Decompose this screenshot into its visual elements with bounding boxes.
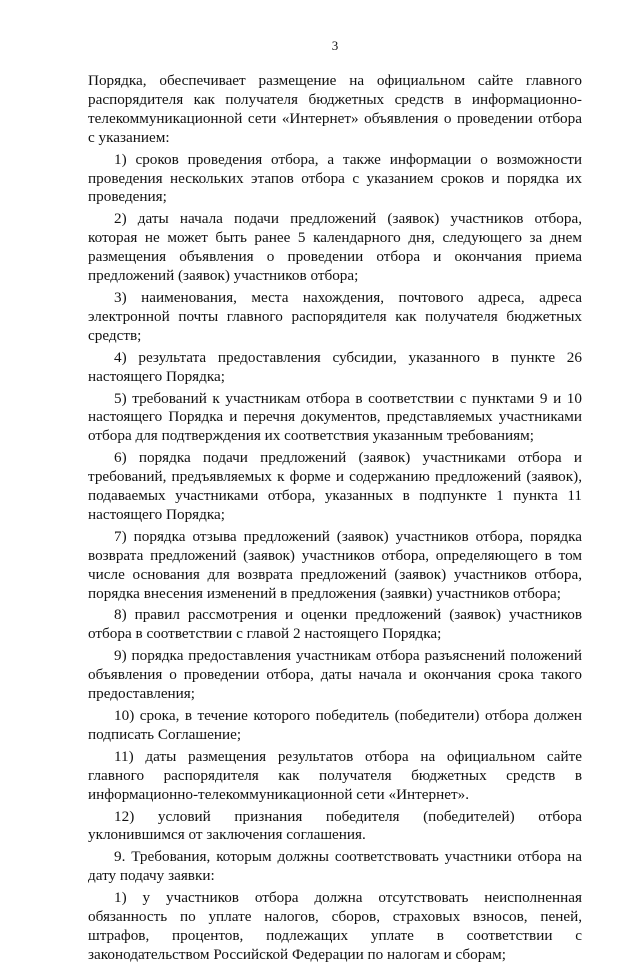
page-number: 3: [331, 38, 339, 53]
list-item-8: 8) правил рассмотрения и оценки предложений (заявок) участников отбора в соответствии с главой 2 настоящего Порядка;: [88, 606, 582, 643]
section-9-item-1: 1) у участников отбора должна отсутствовать неисполненная обязанность по уплате налогов, сборов, страховых взносов, пеней, штрафов, процентов, подлежащих уплате в соответствии с законодательством Российской Федерации по налогам и сборам;: [88, 889, 582, 963]
document-body: [88, 72, 582, 965]
list-item-6: 6) порядка подачи предложений (заявок) участниками отбора и требований, предъявляемых к форме и содержанию предложений (заявок), подаваемых участниками отбора, указанных в подпункте 1 пункта 11 настоящего Порядка;: [88, 449, 582, 523]
list-item-1: 1) сроков проведения отбора, а также информации о возможности проведения нескольких этапов отбора с указанием сроков и порядка их проведения;: [88, 150, 582, 206]
section-9-heading: 9. Требования, которым должны соответствовать участники отбора на дату подачу заявки:: [88, 848, 582, 885]
list-item-10: 10) срока, в течение которого победитель (победители) отбора должен подписать Соглашение;: [88, 707, 582, 743]
paragraph-intro: Порядка, обеспечивает размещение на официальном сайте главного распорядителя как получателя бюджетных средств в информационно-телекоммуникационной сети «Интернет» объявления о проведении отбора с указанием:: [88, 72, 582, 146]
list-item-2: 2) даты начала подачи предложений (заявок) участников отбора, которая не может быть ранее 5 календарного дня, следующего за днем размещения объявления о проведении отбора и окончания приема предложений (заявок) участников отбора;: [88, 210, 582, 285]
list-item-11: 11) даты размещения результатов отбора на официальном сайте главного распорядителя как получателя бюджетных средств в информационно-телекоммуникационной сети «Интернет».: [88, 747, 582, 803]
list-item-9: 9) порядка предоставления участникам отбора разъяснений положений объявления о проведении отбора, даты начала и окончания срока такого предоставления;: [88, 647, 582, 703]
list-item-7: 7) порядка отзыва предложений (заявок) участников отбора, порядка возврата предложений (заявок) участников отбора, определяющего в том числе основания для возврата предложений (заявок) участников отбора, порядка внесения изменений в предложения (заявки) участников отбора;: [88, 527, 582, 602]
list-item-4: 4) результата предоставления субсидии, указанного в пункте 26 настоящего Порядка;: [88, 348, 582, 385]
list-item-12: 12) условий признания победителя (победителей) отбора уклонившимся от заключения соглашения.: [88, 807, 582, 844]
list-item-5: 5) требований к участникам отбора в соответствии с пунктами 9 и 10 настоящего Порядка и перечня документов, представляемых участниками отбора для подтверждения их соответствия указанным требованиям;: [88, 389, 582, 445]
list-item-3: 3) наименования, места нахождения, почтового адреса, адреса электронной почты главного распорядителя как получателя бюджетных средств;: [88, 288, 582, 344]
